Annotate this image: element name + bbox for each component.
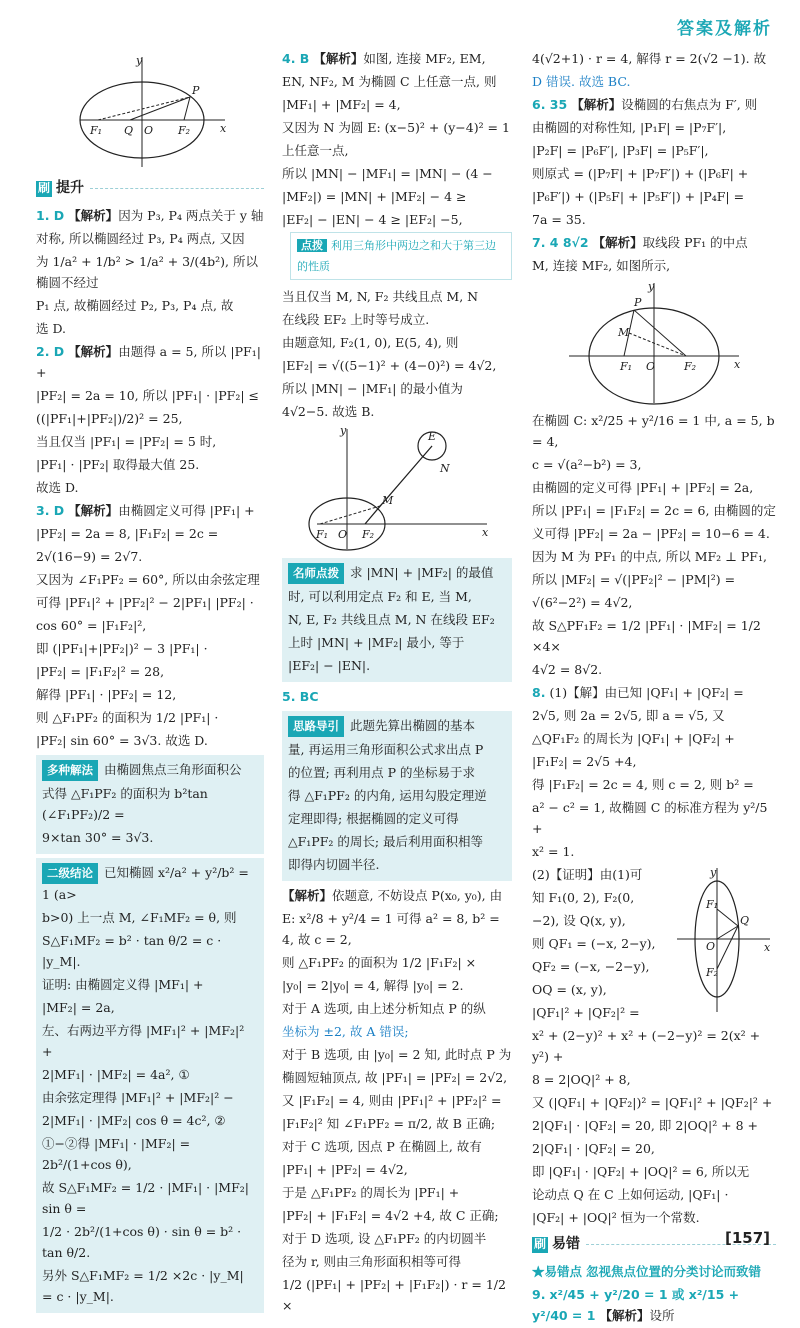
- question-5-end: 4(√2+1) · r = 4, 解得 r = 2(√2 −1). 故 D 错误. 故选 BC.: [532, 51, 767, 89]
- column-right: [532, 48, 776, 1328]
- section-title: 提升: [56, 180, 84, 196]
- svg-text:F₁: F₁: [620, 360, 633, 373]
- question-7: 7. 4 8√2 【解析】取线段 PF₁ 的中点 M, 连接 MF₂, 如图所示,: [532, 235, 748, 273]
- question-5-solution: 【解析】依题意, 不妨设点 P(x₀, y₀), 由 E: x²/8 + y²/4 = 1 可得 a² = 8, b² = 4, 故 c = 2, 则 △F₁PF₂ 的面积为 1/2 |F₁F₂| × |y₀| = 2|y₀| = 4, 解得 |y₀| = 2. 对于 A 选项, 由上述分析知点 P 的纵 坐标为 ±2, 故 A 错误; 对于 B 选项, 由 |y₀| = 2 知, 此时点 P 为 椭圆短轴顶点, 故 |PF₁| = |PF₂| = 2√2, 又 |F₁F₂| = 4, 则由 |PF₁|² + |PF₂|² = |F₁F₂|² 知 ∠F₁PF₂ = π/2, 故 B 正确; 对于 C 选项, 因点 P 在椭圆上, 故有 |PF₁| + |PF₂| = 4√2, 于是 △F₁PF₂ 的周长为 |PF₁| + |PF₂| + |F₁F₂| = 4√2 +4, 故 C 正确; 对于 D 选项, 设 △F₁PF₂ 的内切圆半 径为 r, 则由三角形面积相等可得 1/2 (|PF₁| + |PF₂| + |F₁F₂|) · r = 1/2 ×: [282, 888, 512, 1313]
- svg-text:P: P: [634, 296, 642, 309]
- question-8-part2-cont: x² + (2−y)² + x² + (−2−y)² = 2(x² + y²) + 8 = 2|OQ|² + 8, 又 (|QF₁| + |QF₂|)² = |QF₁|² + |QF₂|² + 2|QF₁| · |QF₂| = 20, 即 2|OQ|² + 8 + 2|QF₁| · |QF₂| = 20, 即 |QF₁| · |QF₂| + |OQ|² = 6, 所以无 论动点 Q 在 C 上如何运动, |QF₁| · |QF₂| + |OQ|² 恒为一个常数.: [532, 1028, 773, 1225]
- svg-text:E: E: [428, 430, 437, 443]
- svg-text:M: M: [618, 326, 630, 339]
- page-number: [157]: [724, 1229, 770, 1247]
- figure-ellipse-vertical: [672, 864, 772, 1014]
- axis-y-label: y: [136, 54, 143, 67]
- section-tisheng: [36, 178, 264, 199]
- svg-text:F₁: F₁: [316, 528, 329, 541]
- svg-text:Q: Q: [740, 914, 750, 927]
- section-badge: 刷: [37, 181, 50, 195]
- question-6: 6. 35 【解析】设椭圆的右焦点为 F′, 则 由椭圆的对称性知, |P₁F| = |P₇F′|, |P₂F| = |P₆F′|, |P₃F| = |P₅F′|, 则原式 = (|P₇F| + |P₇F′|) + (|P₆F| + |P₆F′|) + (|P₅F| + |P₅F′|) + |P₄F| = 7a = 35.: [532, 97, 758, 227]
- svg-text:y: y: [648, 280, 655, 293]
- svg-text:M: M: [382, 494, 394, 507]
- svg-text:F₂: F₂: [706, 966, 719, 979]
- box-teacher-tip: 名师点拨 求 |MN| + |MF₂| 的最值 时, 可以利用定点 F₂ 和 E, 当 M, N, E, F₂ 共线且点 M, N 在线段 EF₂ 上时 |MN| + |MF₂| 最小, 等于 |EF₂| − |EN|.: [282, 558, 512, 682]
- svg-text:x: x: [482, 526, 489, 539]
- box-thinking-guide: 思路导引 此题先算出椭圆的基本 量, 再运用三角形面积公式求出点 P 的位置; 再利用点 P 的坐标易于求 得 △F₁PF₂ 的内角, 运用勾股定理逆 定理即得; 根据椭圆的定义可得 △F₁PF₂ 的周长; 最后利用面积相等 即得内切圆半径.: [282, 711, 512, 881]
- question-2: 2. D 【解析】由题得 a = 5, 所以 |PF₁| + |PF₂| = 2a = 10, 所以 |PF₁| · |PF₂| ≤ ((|PF₁|+|PF₂|)/2)² = 25, 当且仅当 |PF₁| = |PF₂| = 5 时, |PF₁| · |PF₂| 取得最大值 25. 故选 D.: [36, 344, 261, 495]
- point-f1-label: F₁: [90, 124, 103, 137]
- question-4-cont: 当且仅当 M, N, F₂ 共线且点 M, N 在线段 EF₂ 上时等号成立. 由题意知, F₂(1, 0), E(5, 4), 则 |EF₂| = √((5−1)² + (4−0)²) = 4√2, 所以 |MN| − |MF₁| 的最小值为 4√2−5. 故选 B.: [282, 289, 497, 419]
- svg-text:y: y: [340, 424, 347, 437]
- page-title: 答案及解析: [677, 19, 772, 39]
- error-point-label: ★易错点: [532, 1264, 583, 1279]
- svg-text:O: O: [646, 360, 656, 373]
- svg-text:F₂: F₂: [684, 360, 697, 373]
- svg-text:N: N: [440, 462, 450, 475]
- box-secondary-conclusion: 二级结论 已知椭圆 x²/a² + y²/b² = 1 (a> b>0) 上一点 M, ∠F₁MF₂ = θ, 则 S△F₁MF₂ = b² · tan θ/2 = c · |y_M|. 证明: 由椭圆定义得 |MF₁| + |MF₂| = 2a, 左、右两边平方得 |MF₁|² + |MF₂|² + 2|MF₁| · |MF₂| = 4a², ① 由余弦定理得 |MF₁|² + |MF₂|² − 2|MF₁| · |MF₂| cos θ = 4c², ② ①−②得 |MF₁| · |MF₂| = 2b²/(1+cos θ), 故 S△F₁MF₂ = 1/2 · |MF₁| · |MF₂| sin θ = 1/2 · 2b²/(1+cos θ) · sin θ = b² · tan θ/2. 另外 S△F₁MF₂ = 1/2 ×2c · |y_M| = c · |y_M|.: [36, 858, 264, 1313]
- point-f2-label: F₂: [178, 124, 191, 137]
- error-point-text: 忽视焦点位置的分类讨论而致错: [586, 1264, 762, 1279]
- question-7-solution: 在椭圆 C: x²/25 + y²/16 = 1 中, a = 5, b = 4, c = √(a²−b²) = 3, 由椭圆的定义可得 |PF₁| + |PF₂| = 2a, 所以 |PF₁| = |F₁F₂| = 2c = 6, 由椭圆的定 义可得 |PF₂| = 2a − |PF₂| = 10−6 = 4. 因为 M 为 PF₁ 的中点, 所以 MF₂ ⊥ PF₁, 所以 |MF₂| = √(|PF₂|² − |PM|²) = √(6²−2²) = 4√2, 故 S△PF₁F₂ = 1/2 |PF₁| · |MF₂| = 1/2 ×4× 4√2 = 8√2.: [532, 413, 776, 677]
- question-3: 3. D 【解析】由椭圆定义可得 |PF₁| + |PF₂| = 2a = 8, |F₁F₂| = 2c = 2√(16−9) = 2√7. 又因为 ∠F₁PF₂ = 60°, 所以由余弦定理 可得 |PF₁|² + |PF₂|² − 2|PF₁| |PF₂| · cos 60° = |F₁F₂|², 即 (|PF₁|+|PF₂|)² − 3 |PF₁| · |PF₂| = |F₁F₂|² = 28, 解得 |PF₁| · |PF₂| = 12, 则 △F₁PF₂ 的面积为 1/2 |PF₁| · |PF₂| sin 60° = 3√3. 故选 D.: [36, 503, 260, 748]
- point-p-label: P: [192, 84, 200, 97]
- note-dianbo: 点拨 利用三角形中两边之和大于第三边的性质: [290, 232, 512, 280]
- svg-text:x: x: [734, 358, 741, 371]
- axis-x-label: x: [220, 122, 227, 135]
- figure-ellipse-1: [70, 52, 230, 172]
- question-9: 9. x²/45 + y²/20 = 1 或 x²/15 + y²/40 = 1 【解析】设所: [532, 1287, 740, 1323]
- svg-text:F₁: F₁: [706, 898, 719, 911]
- section-yicuo: 刷 易错: [532, 1234, 776, 1255]
- box-multiple-solutions: 多种解法 由椭圆焦点三角形面积公 式得 △F₁PF₂ 的面积为 b²tan (∠F₁PF₂)/2 = 9×tan 30° = 3√3.: [36, 755, 264, 854]
- column-left: [36, 50, 264, 1317]
- svg-text:O: O: [706, 940, 716, 953]
- svg-text:O: O: [338, 528, 348, 541]
- question-5-number: 5. BC: [282, 689, 319, 704]
- question-8-part2: (2)【证明】由(1)可 知 F₁(0, 2), F₂(0, −2), 设 Q(x, y), 则 QF₁ = (−x, 2−y), QF₂ = (−x, −2−y), OQ = (x, y), |QF₁|² + |QF₂|² = y x Q F₁ O F₂: [532, 866, 771, 1020]
- column-middle: [282, 48, 512, 1318]
- question-4: 4. B 【解析】如图, 连接 MF₂, EM, EN, NF₂, M 为椭圆 C 上任意一点, 则 |MF₁| + |MF₂| = 4, 又因为 N 为圆 E: (x−5)² + (y−4)² = 1 上任意一点, 所以 |MN| − |MF₁| = |MN| − (4 − |MF₂|) = |MN| + |MF₂| − 4 ≥ |EF₂| − |EN| − 4 ≥ |EF₂| −5,: [282, 51, 510, 227]
- question-1: 1. D 【解析】因为 P₃, P₄ 两点关于 y 轴 对称, 所以椭圆经过 P₃, P₄ 两点, 又因 为 1/a² + 1/b² > 1/a² + 3/(4b²), 所以椭圆不经过 P₁ 点, 故椭圆经过 P₂, P₃, P₄ 点, 故 选 D.: [36, 208, 264, 336]
- point-q-label: Q: [124, 124, 134, 137]
- svg-text:x: x: [764, 941, 771, 954]
- svg-text:y: y: [710, 866, 717, 879]
- figure-ellipse-3: [564, 278, 744, 408]
- svg-text:F₂: F₂: [362, 528, 375, 541]
- question-8: 8. (1)【解】由已知 |QF₁| + |QF₂| = 2√5, 则 2a = 2√5, 即 a = √5, 又 △QF₁F₂ 的周长为 |QF₁| + |QF₂| + |F₁F₂| = 2√5 +4, 得 |F₁F₂| = 2c = 4, 则 c = 2, 则 b² = a² − c² = 1, 故椭圆 C 的标准方程为 y²/5 + x² = 1.: [532, 685, 768, 859]
- figure-ellipse-circle: [302, 424, 492, 554]
- point-o-label: O: [144, 124, 154, 137]
